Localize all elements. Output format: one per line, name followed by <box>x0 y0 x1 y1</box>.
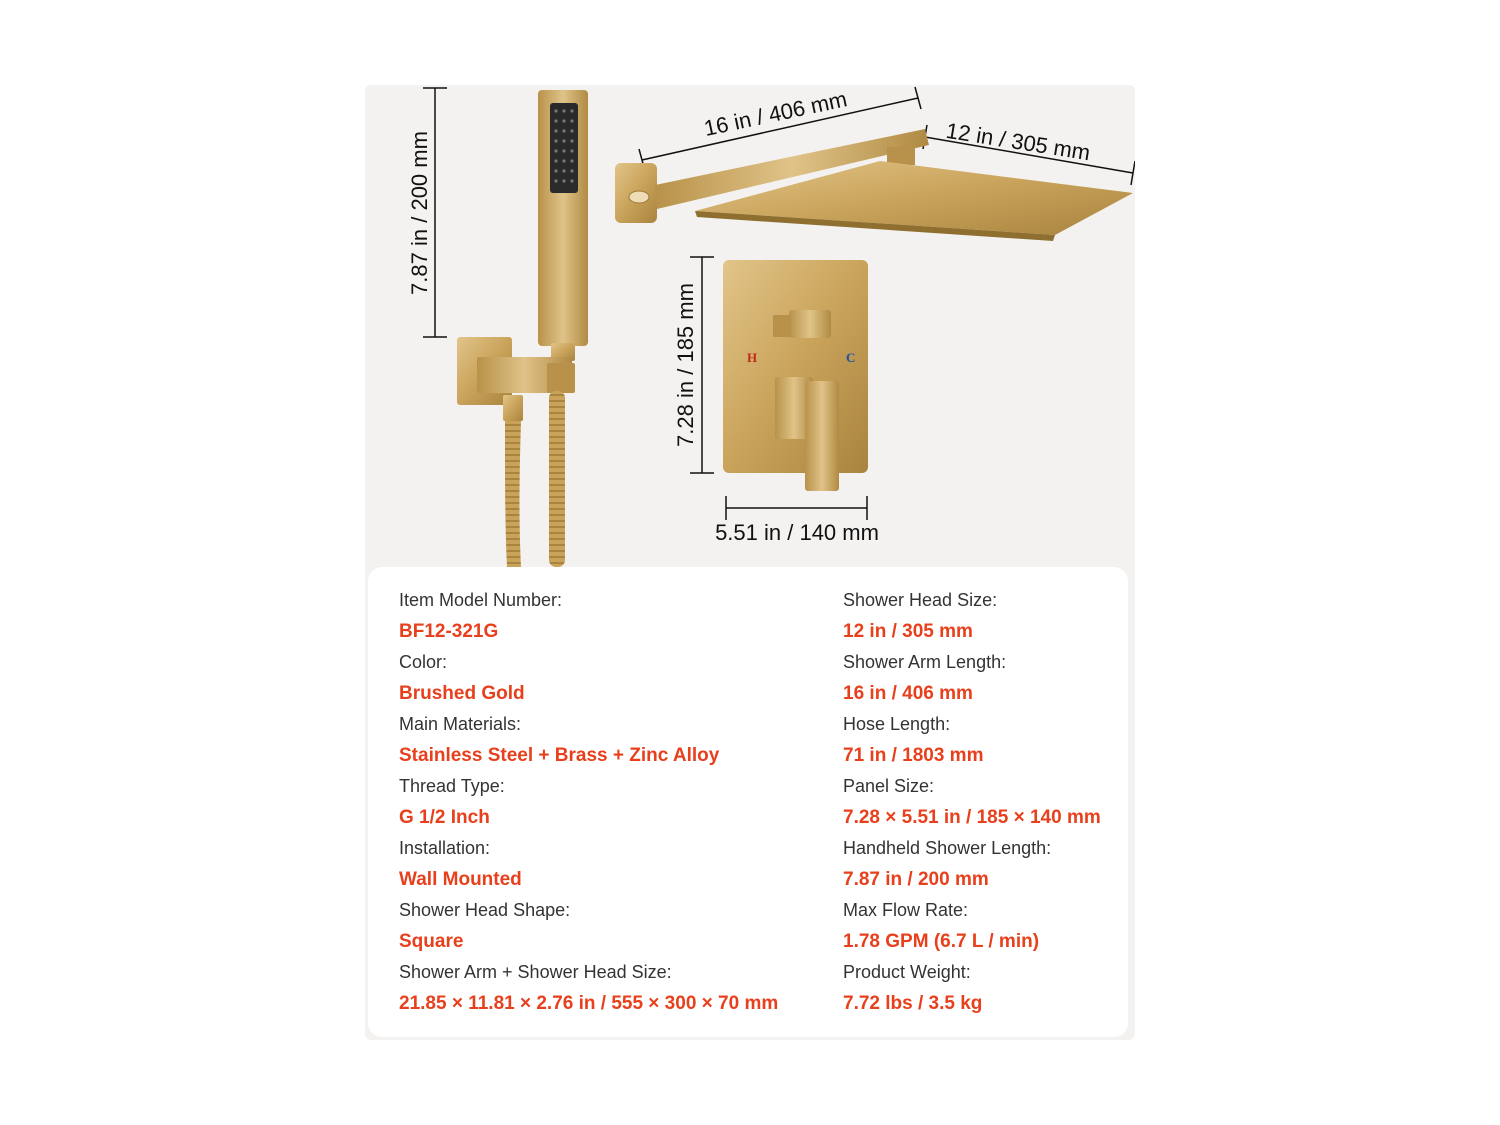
spec-item <box>399 833 778 895</box>
spec-label: Shower Arm + Shower Head Size: <box>399 962 672 982</box>
spec-item <box>399 709 778 771</box>
spec-item <box>843 895 1101 957</box>
spec-item <box>843 833 1101 895</box>
product-card <box>365 85 1135 1040</box>
spec-label: Color: <box>399 652 448 672</box>
panel-height-dimension <box>673 257 714 473</box>
valve-trim-panel <box>723 260 868 491</box>
spec-value: Brushed Gold <box>399 683 525 704</box>
handheld-length-label: 7.87 in / 200 mm <box>407 131 432 295</box>
panel-width-label: 5.51 in / 140 mm <box>715 520 879 545</box>
spec-value: 7.72 lbs / 3.5 kg <box>843 993 983 1014</box>
spec-label: Shower Head Shape: <box>399 900 571 920</box>
handheld-height-dimension <box>407 88 447 337</box>
spec-value: 7.87 in / 200 mm <box>843 869 989 890</box>
spec-item <box>843 957 1101 1019</box>
spec-value: 7.28 × 5.51 in / 185 × 140 mm <box>843 807 1101 828</box>
spec-value: 1.78 GPM (6.7 L / min) <box>843 931 1040 952</box>
spec-label: Installation: <box>399 838 491 858</box>
spec-item <box>399 647 778 709</box>
spec-item <box>399 585 778 647</box>
spec-label: Thread Type: <box>399 776 505 796</box>
spec-value: G 1/2 Inch <box>399 807 490 828</box>
spec-item <box>399 771 778 833</box>
spec-item <box>399 895 778 957</box>
spec-label: Handheld Shower Length: <box>843 838 1052 858</box>
panel-width-dimension <box>715 496 879 545</box>
spec-value: Stainless Steel + Brass + Zinc Alloy <box>399 745 720 766</box>
spec-item <box>843 771 1101 833</box>
spec-item <box>843 585 1101 647</box>
spec-value: 16 in / 406 mm <box>843 683 973 704</box>
hot-mark: H <box>747 350 758 365</box>
spec-label: Product Weight: <box>843 962 971 982</box>
spec-item <box>843 709 1101 771</box>
specifications-panel <box>368 567 1128 1037</box>
spec-column-right <box>843 585 1101 1019</box>
shower-arm-length-label: 16 in / 406 mm <box>701 86 850 142</box>
cold-mark: C <box>846 350 856 365</box>
spec-value: Wall Mounted <box>399 869 522 890</box>
panel-height-label: 7.28 in / 185 mm <box>673 283 698 447</box>
spec-value: BF12-321G <box>399 621 499 642</box>
spec-label: Hose Length: <box>843 714 951 734</box>
spec-label: Shower Head Size: <box>843 590 998 610</box>
spec-label: Shower Arm Length: <box>843 652 1007 672</box>
spec-label: Max Flow Rate: <box>843 900 969 920</box>
shower-arm-dimension <box>639 86 921 171</box>
spec-value: 21.85 × 11.81 × 2.76 in / 555 × 300 × 70 mm <box>399 993 779 1014</box>
spec-column-left <box>399 585 778 1019</box>
spec-value: 71 in / 1803 mm <box>843 745 984 766</box>
spec-label: Item Model Number: <box>399 590 563 610</box>
handheld-shower <box>457 90 588 567</box>
shower-head-size-label: 12 in / 305 mm <box>944 117 1092 166</box>
spec-label: Main Materials: <box>399 714 522 734</box>
spec-value: 12 in / 305 mm <box>843 621 973 642</box>
spec-value: Square <box>399 931 464 952</box>
shower-set-illustration <box>365 85 1135 567</box>
spec-item <box>843 647 1101 709</box>
spec-item <box>399 957 778 1019</box>
spec-label: Panel Size: <box>843 776 935 796</box>
